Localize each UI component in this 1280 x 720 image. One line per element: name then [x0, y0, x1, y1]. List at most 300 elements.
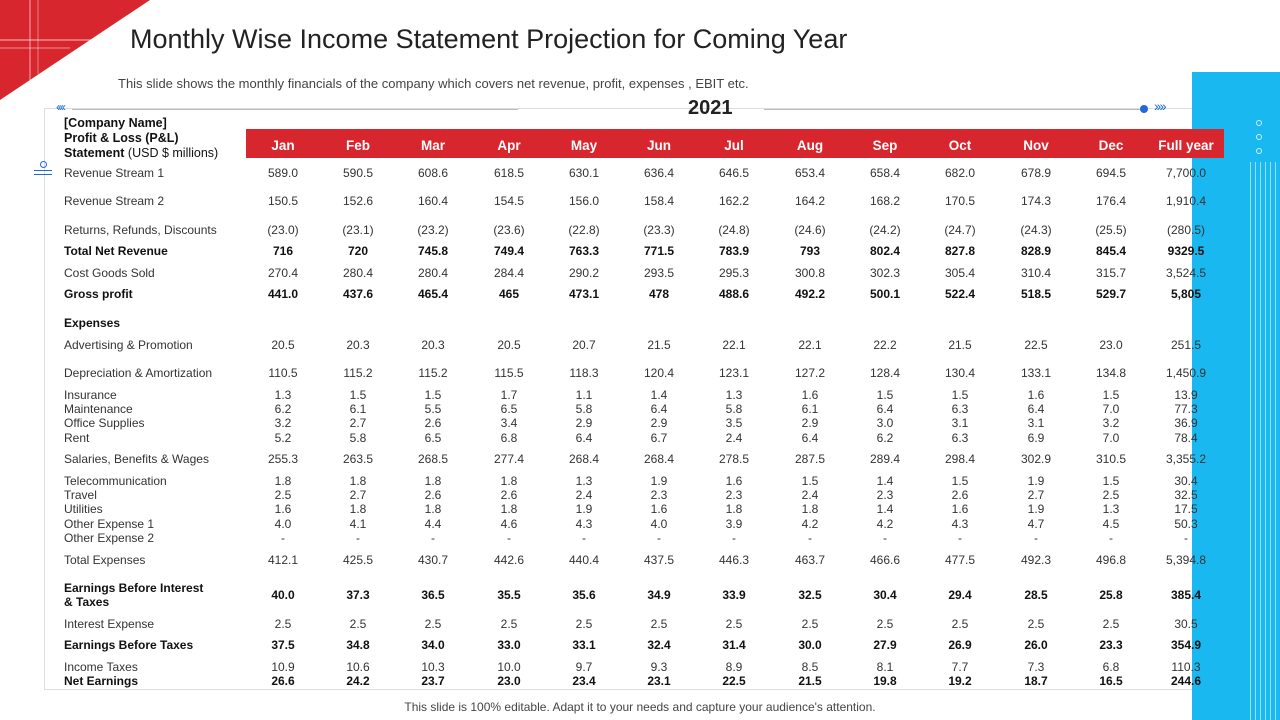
table-cell: 5.8 — [725, 402, 743, 416]
statement-unit: (USD $ millions) — [127, 146, 219, 160]
table-cell: 2.6 — [424, 416, 442, 430]
table-cell: 290.2 — [568, 266, 600, 280]
row-label: Rent — [64, 431, 90, 445]
table-cell: 30.5 — [1174, 617, 1198, 631]
table-cell: (24.8) — [718, 223, 750, 237]
table-cell: 463.7 — [794, 553, 826, 567]
table-cell: 1.5 — [951, 474, 969, 488]
table-cell: 518.5 — [1020, 287, 1052, 301]
table-cell: 21.5 — [798, 674, 822, 688]
table-cell: 17.5 — [1174, 502, 1198, 516]
table-cell: 305.4 — [944, 266, 976, 280]
table-cell: 2.3 — [725, 488, 743, 502]
table-cell: 802.4 — [869, 244, 901, 258]
table-cell: 35.6 — [572, 588, 596, 602]
table-cell: 152.6 — [342, 194, 374, 208]
table-cell: 123.1 — [718, 366, 750, 380]
table-cell: 500.1 — [869, 287, 901, 301]
table-cell: 263.5 — [342, 452, 374, 466]
table-cell: 1.8 — [500, 502, 518, 516]
chevron-right-icon: ›››› — [1154, 98, 1165, 114]
table-cell: 5.5 — [424, 402, 442, 416]
table-cell: 134.8 — [1095, 366, 1127, 380]
table-cell: (24.2) — [869, 223, 901, 237]
table-cell: 5.8 — [575, 402, 593, 416]
table-cell: 1.3 — [725, 388, 743, 402]
table-cell: 1.9 — [1027, 502, 1045, 516]
table-cell: 2.5 — [575, 617, 593, 631]
table-cell: 37.3 — [346, 588, 370, 602]
table-cell: 2.9 — [801, 416, 819, 430]
table-cell: - — [356, 531, 360, 545]
table-cell: 3.2 — [274, 416, 292, 430]
column-header: Mar — [420, 138, 445, 153]
table-cell: 110.3 — [1171, 660, 1201, 674]
row-label: Total Net Revenue — [64, 244, 168, 258]
table-cell: 793 — [799, 244, 821, 258]
table-cell: 430.7 — [417, 553, 449, 567]
table-cell: 1.6 — [801, 388, 819, 402]
table-cell: 1.4 — [650, 388, 668, 402]
row-label: Earnings Before Interest — [64, 581, 204, 595]
table-cell: 295.3 — [718, 266, 750, 280]
table-cell: 34.9 — [647, 588, 671, 602]
table-cell: 446.3 — [718, 553, 750, 567]
table-cell: 1.1 — [575, 388, 593, 402]
table-cell: 20.5 — [271, 338, 295, 352]
table-cell: 2.5 — [1027, 617, 1045, 631]
table-cell: 5.8 — [349, 431, 367, 445]
table-cell: 30.4 — [1174, 474, 1198, 488]
table-cell: 1.9 — [1027, 474, 1045, 488]
table-cell: 293.5 — [643, 266, 675, 280]
table-cell: 2.9 — [575, 416, 593, 430]
table-cell: 28.5 — [1024, 588, 1048, 602]
table-cell: 473.1 — [568, 287, 600, 301]
table-cell: 492.2 — [794, 287, 826, 301]
table-cell: 133.1 — [1020, 366, 1052, 380]
table-cell: 1.4 — [876, 502, 894, 516]
table-cell: 749.4 — [493, 244, 525, 258]
table-cell: 23.4 — [572, 674, 596, 688]
table-cell: 115.2 — [343, 366, 373, 380]
table-cell: 590.5 — [342, 166, 374, 180]
table-cell: 251.5 — [1170, 338, 1202, 352]
table-cell: 21.5 — [948, 338, 972, 352]
table-cell: 164.2 — [794, 194, 826, 208]
row-label: Interest Expense — [64, 617, 155, 631]
table-cell: 1.8 — [274, 474, 292, 488]
table-cell: - — [507, 531, 511, 545]
table-cell: 10.9 — [271, 660, 295, 674]
table-cell: 23.0 — [1099, 338, 1123, 352]
footer-note: This slide is 100% editable. Adapt it to your needs and capture your audience's attention. — [404, 700, 876, 714]
table-cell: - — [808, 531, 812, 545]
column-header: Dec — [1098, 138, 1124, 153]
table-cell: 20.7 — [572, 338, 596, 352]
table-cell: 7.0 — [1102, 431, 1120, 445]
table-cell: 2.5 — [274, 617, 292, 631]
table-cell: 2.7 — [1027, 488, 1045, 502]
table-cell: 310.5 — [1095, 452, 1127, 466]
table-cell: 23.7 — [421, 674, 445, 688]
table-cell: 412.1 — [267, 553, 299, 567]
table-cell: 3.4 — [500, 416, 518, 430]
table-cell: 3,355.2 — [1165, 452, 1207, 466]
table-cell: - — [958, 531, 962, 545]
column-header: Feb — [345, 138, 370, 153]
row-label: Utilities — [64, 502, 103, 516]
row-label: Expenses — [64, 316, 121, 330]
table-cell: 7,700.0 — [1165, 166, 1207, 180]
table-cell: 127.2 — [794, 366, 826, 380]
table-cell: 2.7 — [349, 488, 367, 502]
table-cell: 36.5 — [421, 588, 445, 602]
table-cell: 4.3 — [951, 517, 969, 531]
table-cell: (25.5) — [1095, 223, 1127, 237]
table-cell: 2.4 — [725, 431, 743, 445]
table-cell: 20.3 — [346, 338, 370, 352]
table-cell: 440.4 — [568, 553, 600, 567]
table-cell: 2.5 — [801, 617, 819, 631]
table-cell: 120.4 — [643, 366, 675, 380]
row-label: Travel — [64, 488, 97, 502]
table-cell: 1.8 — [424, 502, 442, 516]
table-cell: 270.4 — [267, 266, 299, 280]
table-cell: 6.1 — [801, 402, 819, 416]
company-name: [Company Name] — [64, 116, 167, 130]
table-cell: 287.5 — [794, 452, 826, 466]
table-cell: 19.8 — [873, 674, 897, 688]
table-cell: 678.9 — [1020, 166, 1052, 180]
table-cell: 1.5 — [801, 474, 819, 488]
table-cell: 284.4 — [493, 266, 525, 280]
table-cell: 1.8 — [349, 474, 367, 488]
table-cell: 1.8 — [500, 474, 518, 488]
table-cell: 168.2 — [869, 194, 901, 208]
statement-line2: Statement — [64, 146, 125, 160]
table-cell: 4.5 — [1102, 517, 1120, 531]
table-cell: 32.5 — [798, 588, 822, 602]
table-cell: 26.6 — [271, 674, 295, 688]
table-cell: 6.5 — [500, 402, 518, 416]
table-cell: 1,910.4 — [1165, 194, 1207, 208]
table-cell: 22.2 — [873, 338, 897, 352]
table-cell: 1.8 — [424, 474, 442, 488]
table-cell: 694.5 — [1095, 166, 1127, 180]
table-cell: 465 — [498, 287, 520, 301]
table-cell: 268.4 — [568, 452, 600, 466]
table-cell: - — [883, 531, 887, 545]
row-label: Maintenance — [64, 402, 133, 416]
table-cell: 255.3 — [267, 452, 299, 466]
table-cell: 783.9 — [718, 244, 750, 258]
table-cell: (23.0) — [267, 223, 299, 237]
column-header: Apr — [497, 138, 521, 153]
table-cell: 3.9 — [725, 517, 743, 531]
table-cell: 40.0 — [271, 588, 295, 602]
table-cell: 828.9 — [1020, 244, 1052, 258]
table-cell: 50.3 — [1174, 517, 1198, 531]
table-cell: 3.5 — [725, 416, 743, 430]
table-cell: 1.6 — [650, 502, 668, 516]
table-cell: 1.7 — [500, 388, 518, 402]
table-cell: 1.6 — [725, 474, 743, 488]
table-cell: 6.2 — [876, 431, 894, 445]
table-cell: 589.0 — [267, 166, 299, 180]
table-cell: 478 — [648, 287, 670, 301]
table-cell: 8.9 — [725, 660, 743, 674]
column-header: Jan — [271, 138, 295, 153]
column-header: Oct — [948, 138, 972, 153]
table-cell: 6.9 — [1027, 431, 1045, 445]
table-cell: 16.5 — [1099, 674, 1123, 688]
table-cell: 77.3 — [1174, 402, 1198, 416]
table-cell: 310.4 — [1020, 266, 1052, 280]
table-cell: 9.3 — [650, 660, 668, 674]
table-cell: 1.5 — [424, 388, 442, 402]
table-cell: (23.2) — [417, 223, 449, 237]
table-cell: 24.2 — [346, 674, 370, 688]
table-cell: 2.5 — [500, 617, 518, 631]
row-label-continued: & Taxes — [64, 595, 110, 609]
table-cell: 522.4 — [944, 287, 976, 301]
table-cell: 176.4 — [1095, 194, 1127, 208]
table-cell: 5.2 — [274, 431, 292, 445]
table-cell: 25.8 — [1099, 588, 1123, 602]
table-cell: 2.9 — [650, 416, 668, 430]
table-cell: 2.5 — [274, 488, 292, 502]
table-cell: 2.4 — [575, 488, 593, 502]
column-header: Nov — [1023, 138, 1049, 153]
row-label: Salaries, Benefits & Wages — [64, 452, 209, 466]
table-cell: 37.5 — [271, 638, 295, 652]
table-cell: 10.6 — [346, 660, 370, 674]
table-cell: 4.7 — [1027, 517, 1045, 531]
table-cell: 162.2 — [718, 194, 750, 208]
table-cell: - — [1109, 531, 1113, 545]
table-cell: 2.5 — [951, 617, 969, 631]
table-cell: 1,450.9 — [1165, 366, 1207, 380]
table-cell: 442.6 — [493, 553, 525, 567]
table-cell: 2.5 — [725, 617, 743, 631]
table-cell: 716 — [272, 244, 294, 258]
table-cell: 5,805 — [1170, 287, 1202, 301]
table-cell: 278.5 — [718, 452, 750, 466]
table-cell: 1.5 — [951, 388, 969, 402]
table-cell: 300.8 — [794, 266, 826, 280]
row-label: Revenue Stream 1 — [64, 166, 165, 180]
table-cell: 763.3 — [568, 244, 600, 258]
table-cell: 477.5 — [944, 553, 976, 567]
column-header: Jul — [724, 138, 744, 153]
table-cell: 20.3 — [421, 338, 445, 352]
row-label: Revenue Stream 2 — [64, 194, 165, 208]
table-cell: 6.4 — [1027, 402, 1045, 416]
table-cell: 158.4 — [643, 194, 675, 208]
table-cell: 6.7 — [650, 431, 668, 445]
table-cell: 21.5 — [647, 338, 671, 352]
table-cell: 2.6 — [500, 488, 518, 502]
row-label: Office Supplies — [64, 416, 145, 430]
table-cell: 13.9 — [1174, 388, 1198, 402]
table-cell: 8.5 — [801, 660, 819, 674]
table-cell: - — [1184, 531, 1188, 545]
table-cell: 6.8 — [1102, 660, 1120, 674]
table-cell: 33.9 — [722, 588, 746, 602]
row-label: Net Earnings — [64, 674, 139, 688]
table-cell: 20.5 — [497, 338, 521, 352]
table-cell: 30.0 — [798, 638, 822, 652]
table-cell: 682.0 — [944, 166, 976, 180]
table-cell: 2.5 — [1102, 488, 1120, 502]
statement-line1: Profit & Loss (P&L) — [64, 131, 179, 145]
table-cell: 771.5 — [643, 244, 675, 258]
row-label: Cost Goods Sold — [64, 266, 155, 280]
table-cell: (24.6) — [794, 223, 826, 237]
table-cell: (23.6) — [493, 223, 525, 237]
column-header: Sep — [872, 138, 898, 153]
table-cell: 827.8 — [944, 244, 976, 258]
table-cell: 6.5 — [424, 431, 442, 445]
table-cell: 2.5 — [349, 617, 367, 631]
table-cell: 4.3 — [575, 517, 593, 531]
table-cell: 3,524.5 — [1165, 266, 1207, 280]
table-cell: 618.5 — [493, 166, 525, 180]
table-cell: 9.7 — [575, 660, 593, 674]
table-cell: 6.4 — [876, 402, 894, 416]
table-cell: 1.6 — [274, 502, 292, 516]
table-cell: 1.8 — [349, 502, 367, 516]
table-cell: 33.0 — [497, 638, 521, 652]
table-cell: 3.2 — [1102, 416, 1120, 430]
table-cell: 22.1 — [722, 338, 746, 352]
table-cell: 280.4 — [417, 266, 449, 280]
table-cell: 23.1 — [647, 674, 671, 688]
table-cell: 26.0 — [1024, 638, 1048, 652]
table-cell: 23.3 — [1099, 638, 1123, 652]
table-cell: 9329.5 — [1167, 244, 1205, 258]
table-cell: 115.2 — [418, 366, 448, 380]
table-cell: 1.6 — [1027, 388, 1045, 402]
table-cell: 174.3 — [1020, 194, 1052, 208]
table-cell: 630.1 — [568, 166, 600, 180]
table-cell: 23.0 — [497, 674, 521, 688]
table-cell: (24.7) — [944, 223, 976, 237]
table-cell: (280.5) — [1166, 223, 1206, 237]
table-cell: 2.6 — [951, 488, 969, 502]
table-cell: 30.4 — [873, 588, 897, 602]
row-label: Advertising & Promotion — [64, 338, 193, 352]
table-cell: 3.1 — [1027, 416, 1045, 430]
table-cell: 115.5 — [494, 366, 524, 380]
table-cell: 492.3 — [1020, 553, 1052, 567]
table-cell: 26.9 — [948, 638, 972, 652]
table-cell: - — [431, 531, 435, 545]
page-subtitle: This slide shows the monthly financials of the company which covers net revenue, profit, expenses , EBIT etc. — [118, 76, 749, 91]
year-label: 2021 — [688, 97, 733, 119]
table-cell: 3.0 — [876, 416, 894, 430]
table-cell: 8.1 — [876, 660, 894, 674]
table-cell: 280.4 — [342, 266, 374, 280]
table-cell: 1.8 — [725, 502, 743, 516]
table-cell: 1.9 — [650, 474, 668, 488]
table-cell: 7.0 — [1102, 402, 1120, 416]
table-cell: 154.5 — [493, 194, 525, 208]
table-cell: 354.9 — [1170, 638, 1202, 652]
table-cell: 1.6 — [951, 502, 969, 516]
table-cell: 1.5 — [876, 388, 894, 402]
table-cell: 437.6 — [342, 287, 374, 301]
table-cell: 4.0 — [274, 517, 292, 531]
table-cell: 31.4 — [722, 638, 746, 652]
row-label: Income Taxes — [64, 660, 138, 674]
table-cell: 745.8 — [417, 244, 449, 258]
table-cell: (23.3) — [643, 223, 675, 237]
table-cell: 35.5 — [497, 588, 521, 602]
table-cell: 1.8 — [801, 502, 819, 516]
table-cell: 6.1 — [349, 402, 367, 416]
table-cell: 6.3 — [951, 431, 969, 445]
table-cell: 6.4 — [650, 402, 668, 416]
table-cell: 2.4 — [801, 488, 819, 502]
table-cell: 150.5 — [267, 194, 299, 208]
table-cell: (24.3) — [1020, 223, 1052, 237]
table-cell: 7.7 — [951, 660, 969, 674]
column-header: May — [570, 138, 598, 153]
table-cell: 6.8 — [500, 431, 518, 445]
table-cell: 170.5 — [944, 194, 976, 208]
table-cell: 1.5 — [349, 388, 367, 402]
table-cell: 34.8 — [346, 638, 370, 652]
row-label: Insurance — [64, 388, 117, 402]
table-cell: 496.8 — [1095, 553, 1127, 567]
table-cell: 2.6 — [424, 488, 442, 502]
table-cell: 2.5 — [424, 617, 442, 631]
table-cell: 7.3 — [1027, 660, 1045, 674]
column-header: Jun — [646, 138, 671, 153]
table-cell: 33.1 — [572, 638, 596, 652]
row-label: Telecommunication — [64, 474, 167, 488]
page-title: Monthly Wise Income Statement Projection for Coming Year — [130, 24, 848, 54]
table-cell: 268.5 — [417, 452, 449, 466]
table-cell: 36.9 — [1174, 416, 1198, 430]
table-cell: 315.7 — [1095, 266, 1127, 280]
table-cell: 1.3 — [274, 388, 292, 402]
table-cell: 302.3 — [869, 266, 901, 280]
table-cell: 636.4 — [643, 166, 675, 180]
table-cell: 110.5 — [268, 366, 298, 380]
table-cell: 268.4 — [643, 452, 675, 466]
table-cell: 425.5 — [342, 553, 374, 567]
table-cell: - — [281, 531, 285, 545]
table-cell: 441.0 — [267, 287, 299, 301]
table-cell: 6.4 — [801, 431, 819, 445]
table-cell: - — [732, 531, 736, 545]
chevron-left-icon: ‹‹‹‹ — [56, 100, 64, 114]
table-cell: 29.4 — [948, 588, 972, 602]
table-cell: 1.3 — [575, 474, 593, 488]
table-cell: 156.0 — [568, 194, 600, 208]
table-cell: 2.5 — [876, 617, 894, 631]
row-label: Returns, Refunds, Discounts — [64, 223, 217, 237]
table-cell: 18.7 — [1024, 674, 1048, 688]
table-cell: 32.5 — [1174, 488, 1198, 502]
table-cell: 466.6 — [869, 553, 901, 567]
table-cell: 6.2 — [274, 402, 292, 416]
table-cell: 488.6 — [718, 287, 750, 301]
table-cell: (22.8) — [568, 223, 600, 237]
